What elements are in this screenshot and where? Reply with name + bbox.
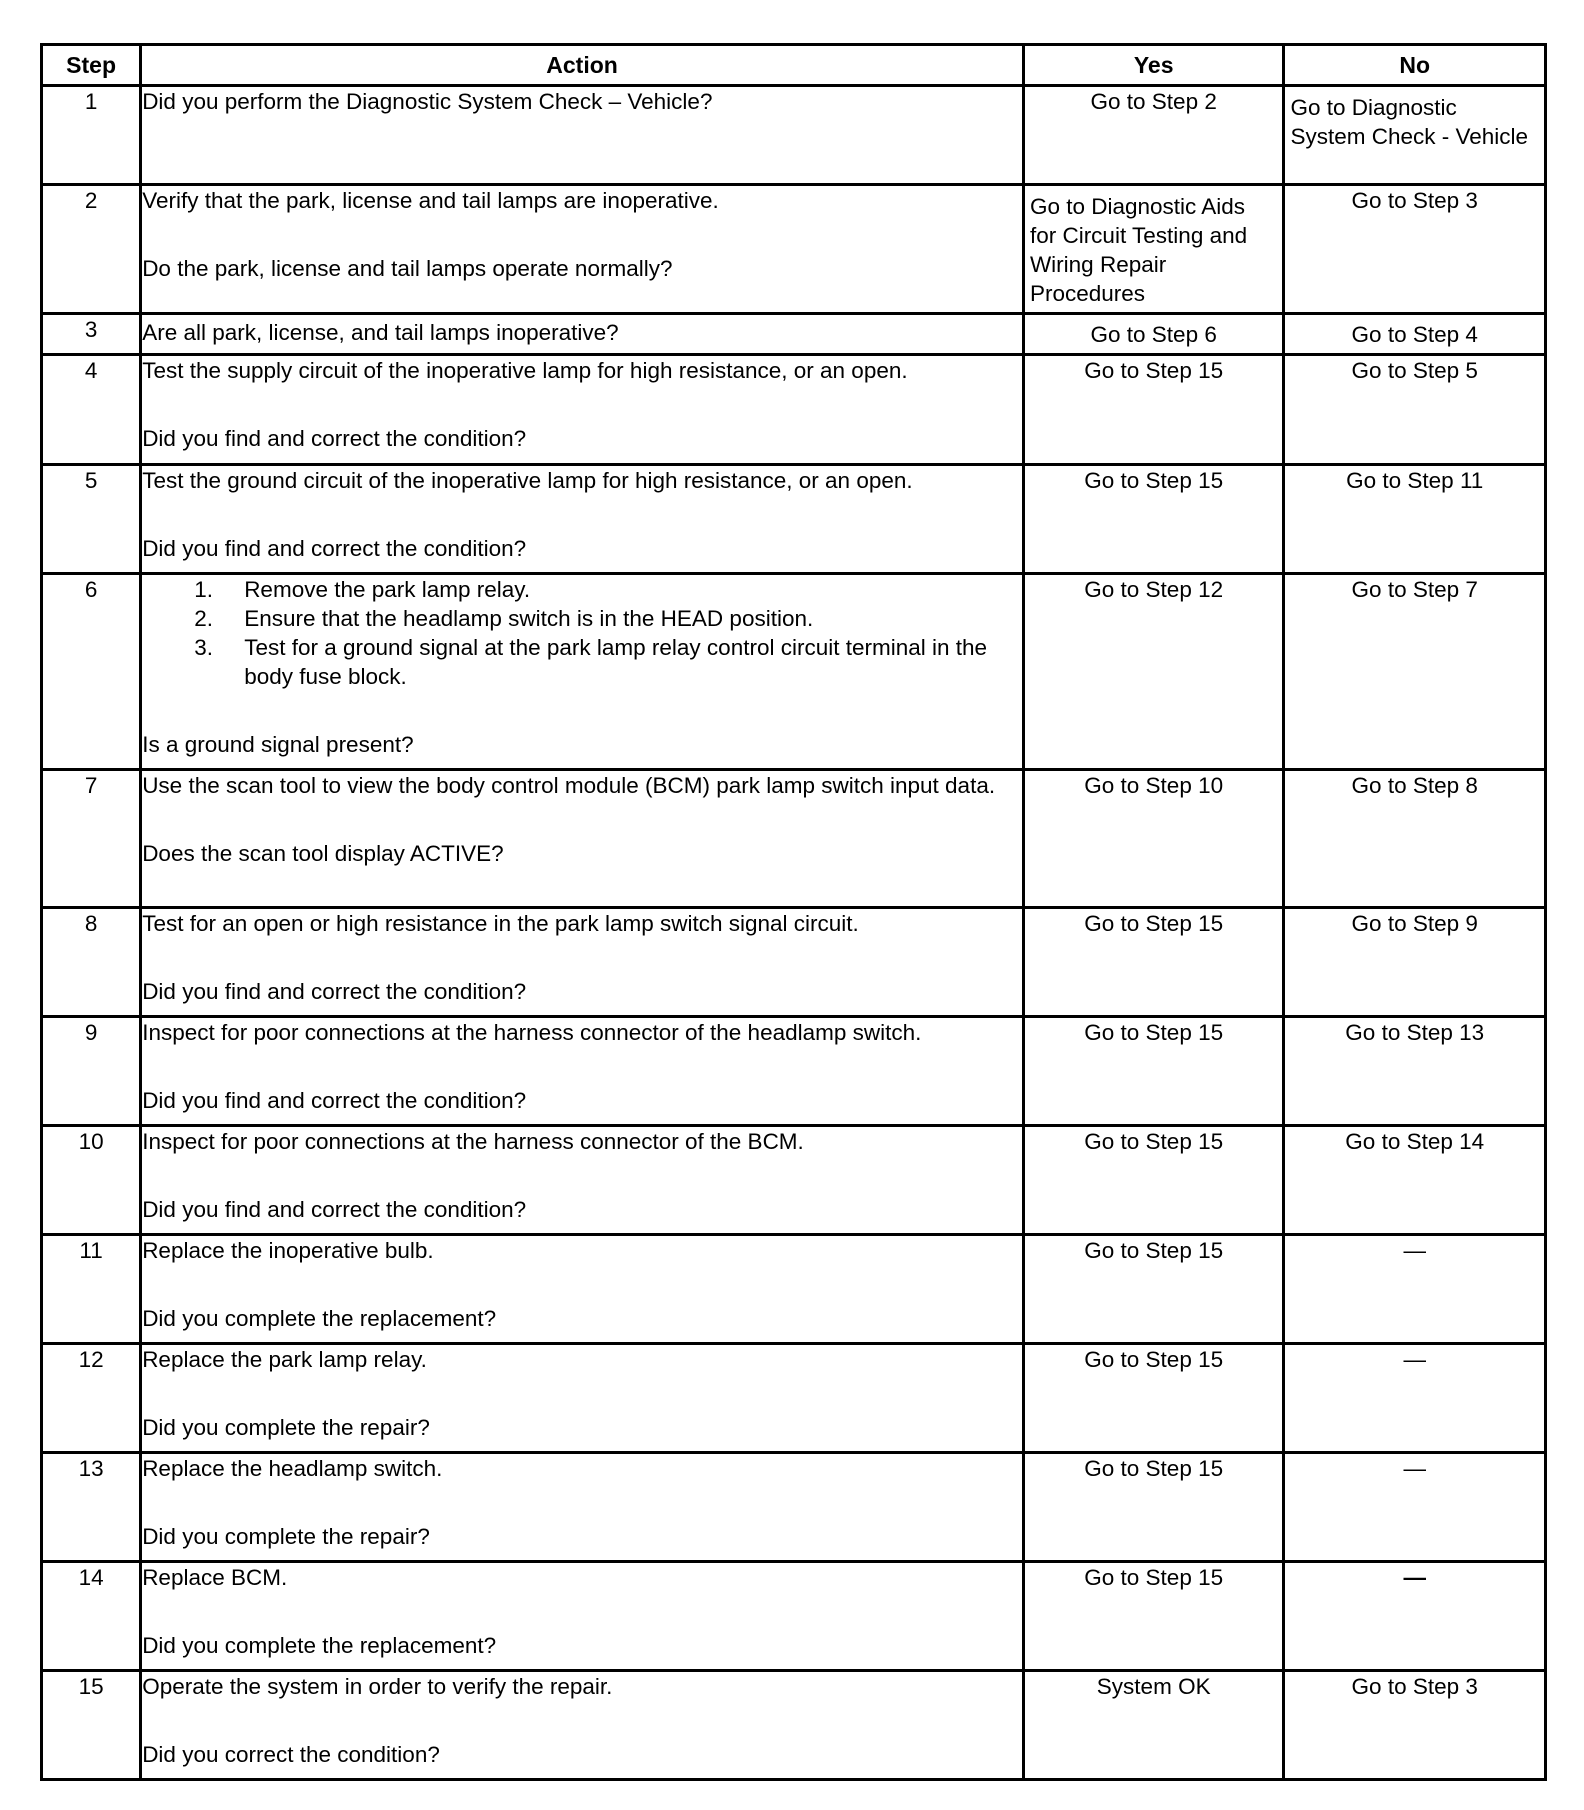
yes-cell: Go to Step 15	[1023, 1017, 1284, 1126]
step-number: 9	[42, 1017, 141, 1126]
action-instruction: Replace the park lamp relay.	[142, 1347, 427, 1372]
yes-cell: Go to Step 15	[1023, 1453, 1284, 1562]
table-row	[42, 1453, 1546, 1562]
no-cell: Go to Step 3	[1284, 1671, 1546, 1780]
action-question: Did you find and correct the condition?	[142, 1197, 527, 1222]
action-instruction: Are all park, license, and tail lamps inoperative?	[142, 320, 619, 345]
action-instruction: Inspect for poor connections at the harness connector of the BCM.	[142, 1129, 804, 1154]
action-instruction: Did you perform the Diagnostic System Check – Vehicle?	[142, 89, 713, 114]
diagnostic-table	[40, 43, 1547, 1781]
no-cell: Go to Step 9	[1284, 908, 1546, 1017]
yes-cell: Go to Step 15	[1023, 1344, 1284, 1453]
step-number: 6	[42, 574, 141, 770]
action-cell	[141, 1017, 1024, 1126]
no-cell: Go to Step 4	[1284, 314, 1546, 355]
table-row	[42, 1017, 1546, 1126]
action-cell	[141, 1344, 1024, 1453]
table-row	[42, 1126, 1546, 1235]
procedure-step-number: 3.	[194, 635, 213, 660]
step-number: 4	[42, 355, 141, 465]
action-cell	[141, 574, 1024, 770]
action-question: Did you complete the repair?	[142, 1415, 430, 1440]
action-cell	[141, 770, 1024, 908]
header-yes: Yes	[1023, 45, 1284, 86]
step-number: 10	[42, 1126, 141, 1235]
action-question: Did you complete the replacement?	[142, 1633, 497, 1658]
action-cell	[141, 1562, 1024, 1671]
table-row	[42, 1235, 1546, 1344]
procedure-step-text: Test for a ground signal at the park lamp relay control circuit terminal in the body fuse block.	[244, 635, 988, 689]
action-cell	[141, 355, 1024, 465]
no-cell: Go to Step 13	[1284, 1017, 1546, 1126]
table-row	[42, 185, 1546, 314]
header-row	[42, 45, 1546, 86]
table-row	[42, 465, 1546, 574]
action-question: Did you find and correct the condition?	[142, 536, 527, 561]
yes-cell: Go to Diagnostic Aids for Circuit Testing and Wiring Repair Procedures	[1023, 185, 1284, 314]
action-instruction: Replace the inoperative bulb.	[142, 1238, 434, 1263]
no-cell: —	[1284, 1344, 1546, 1453]
step-number: 3	[42, 314, 141, 355]
procedure-step-number: 2.	[194, 606, 213, 631]
no-cell: Go to Step 3	[1284, 185, 1546, 314]
action-cell	[141, 314, 1024, 355]
table-row	[42, 770, 1546, 908]
table-row	[42, 86, 1546, 185]
action-cell	[141, 1126, 1024, 1235]
table-row	[42, 355, 1546, 465]
no-cell: —	[1284, 1562, 1546, 1671]
header-no: No	[1284, 45, 1546, 86]
yes-cell: Go to Step 2	[1023, 86, 1284, 185]
step-number: 8	[42, 908, 141, 1017]
action-instruction: Operate the system in order to verify the repair.	[142, 1674, 613, 1699]
action-question: Did you complete the replacement?	[142, 1306, 497, 1331]
no-cell: —	[1284, 1235, 1546, 1344]
yes-cell: Go to Step 10	[1023, 770, 1284, 908]
action-instruction: Replace the headlamp switch.	[142, 1456, 443, 1481]
yes-cell: Go to Step 15	[1023, 1562, 1284, 1671]
table-row	[42, 908, 1546, 1017]
action-instruction: Test the ground circuit of the inoperative lamp for high resistance, or an open.	[142, 468, 913, 493]
step-number: 14	[42, 1562, 141, 1671]
yes-cell: System OK	[1023, 1671, 1284, 1780]
table-row	[42, 1344, 1546, 1453]
step-number: 2	[42, 185, 141, 314]
action-question: Did you find and correct the condition?	[142, 979, 527, 1004]
yes-cell: Go to Step 15	[1023, 908, 1284, 1017]
yes-cell: Go to Step 15	[1023, 1235, 1284, 1344]
procedure-step-text: Remove the park lamp relay.	[244, 577, 531, 602]
header-action: Action	[141, 45, 1024, 86]
step-number: 15	[42, 1671, 141, 1780]
action-cell	[141, 185, 1024, 314]
yes-cell: Go to Step 15	[1023, 465, 1284, 574]
action-cell	[141, 465, 1024, 574]
action-instruction: Test for an open or high resistance in the park lamp switch signal circuit.	[142, 911, 859, 936]
action-cell	[141, 86, 1024, 185]
no-cell: Go to Step 14	[1284, 1126, 1546, 1235]
yes-cell: Go to Step 15	[1023, 1126, 1284, 1235]
action-question: Did you correct the condition?	[142, 1742, 440, 1767]
step-number: 1	[42, 86, 141, 185]
no-cell: Go to Step 8	[1284, 770, 1546, 908]
action-cell	[141, 1671, 1024, 1780]
action-instruction: Test the supply circuit of the inoperative lamp for high resistance, or an open.	[142, 358, 908, 383]
no-cell: —	[1284, 1453, 1546, 1562]
step-number: 13	[42, 1453, 141, 1562]
action-question: Did you find and correct the condition?	[142, 1088, 527, 1113]
step-number: 11	[42, 1235, 141, 1344]
table-row	[42, 574, 1546, 770]
table-row	[42, 314, 1546, 355]
table-row	[42, 1562, 1546, 1671]
no-cell: Go to Step 11	[1284, 465, 1546, 574]
action-cell	[141, 1235, 1024, 1344]
action-question: Do the park, license and tail lamps operate normally?	[142, 256, 673, 281]
table-row	[42, 1671, 1546, 1780]
action-question: Did you complete the repair?	[142, 1524, 430, 1549]
action-question: Does the scan tool display ACTIVE?	[142, 841, 504, 866]
procedure-step	[194, 604, 1022, 633]
no-cell: Go to Diagnostic System Check - Vehicle	[1284, 86, 1546, 185]
no-cell: Go to Step 5	[1284, 355, 1546, 465]
yes-cell: Go to Step 15	[1023, 355, 1284, 465]
procedure-step	[194, 633, 1022, 691]
action-instruction: Inspect for poor connections at the harness connector of the headlamp switch.	[142, 1020, 922, 1045]
action-instruction: Verify that the park, license and tail lamps are inoperative.	[142, 188, 719, 213]
action-question: Did you find and correct the condition?	[142, 426, 527, 451]
procedure-list	[142, 575, 1022, 691]
procedure-step-text: Ensure that the headlamp switch is in the HEAD position.	[244, 606, 814, 631]
action-cell	[141, 1453, 1024, 1562]
procedure-step	[194, 575, 1022, 604]
yes-cell: Go to Step 6	[1023, 314, 1284, 355]
action-instruction: Replace BCM.	[142, 1565, 288, 1590]
action-cell	[141, 908, 1024, 1017]
step-number: 5	[42, 465, 141, 574]
yes-cell: Go to Step 12	[1023, 574, 1284, 770]
action-question: Is a ground signal present?	[142, 732, 414, 757]
step-number: 12	[42, 1344, 141, 1453]
action-instruction: Use the scan tool to view the body control module (BCM) park lamp switch input data.	[142, 773, 996, 798]
no-cell: Go to Step 7	[1284, 574, 1546, 770]
procedure-step-number: 1.	[194, 577, 213, 602]
step-number: 7	[42, 770, 141, 908]
header-step: Step	[42, 45, 141, 86]
